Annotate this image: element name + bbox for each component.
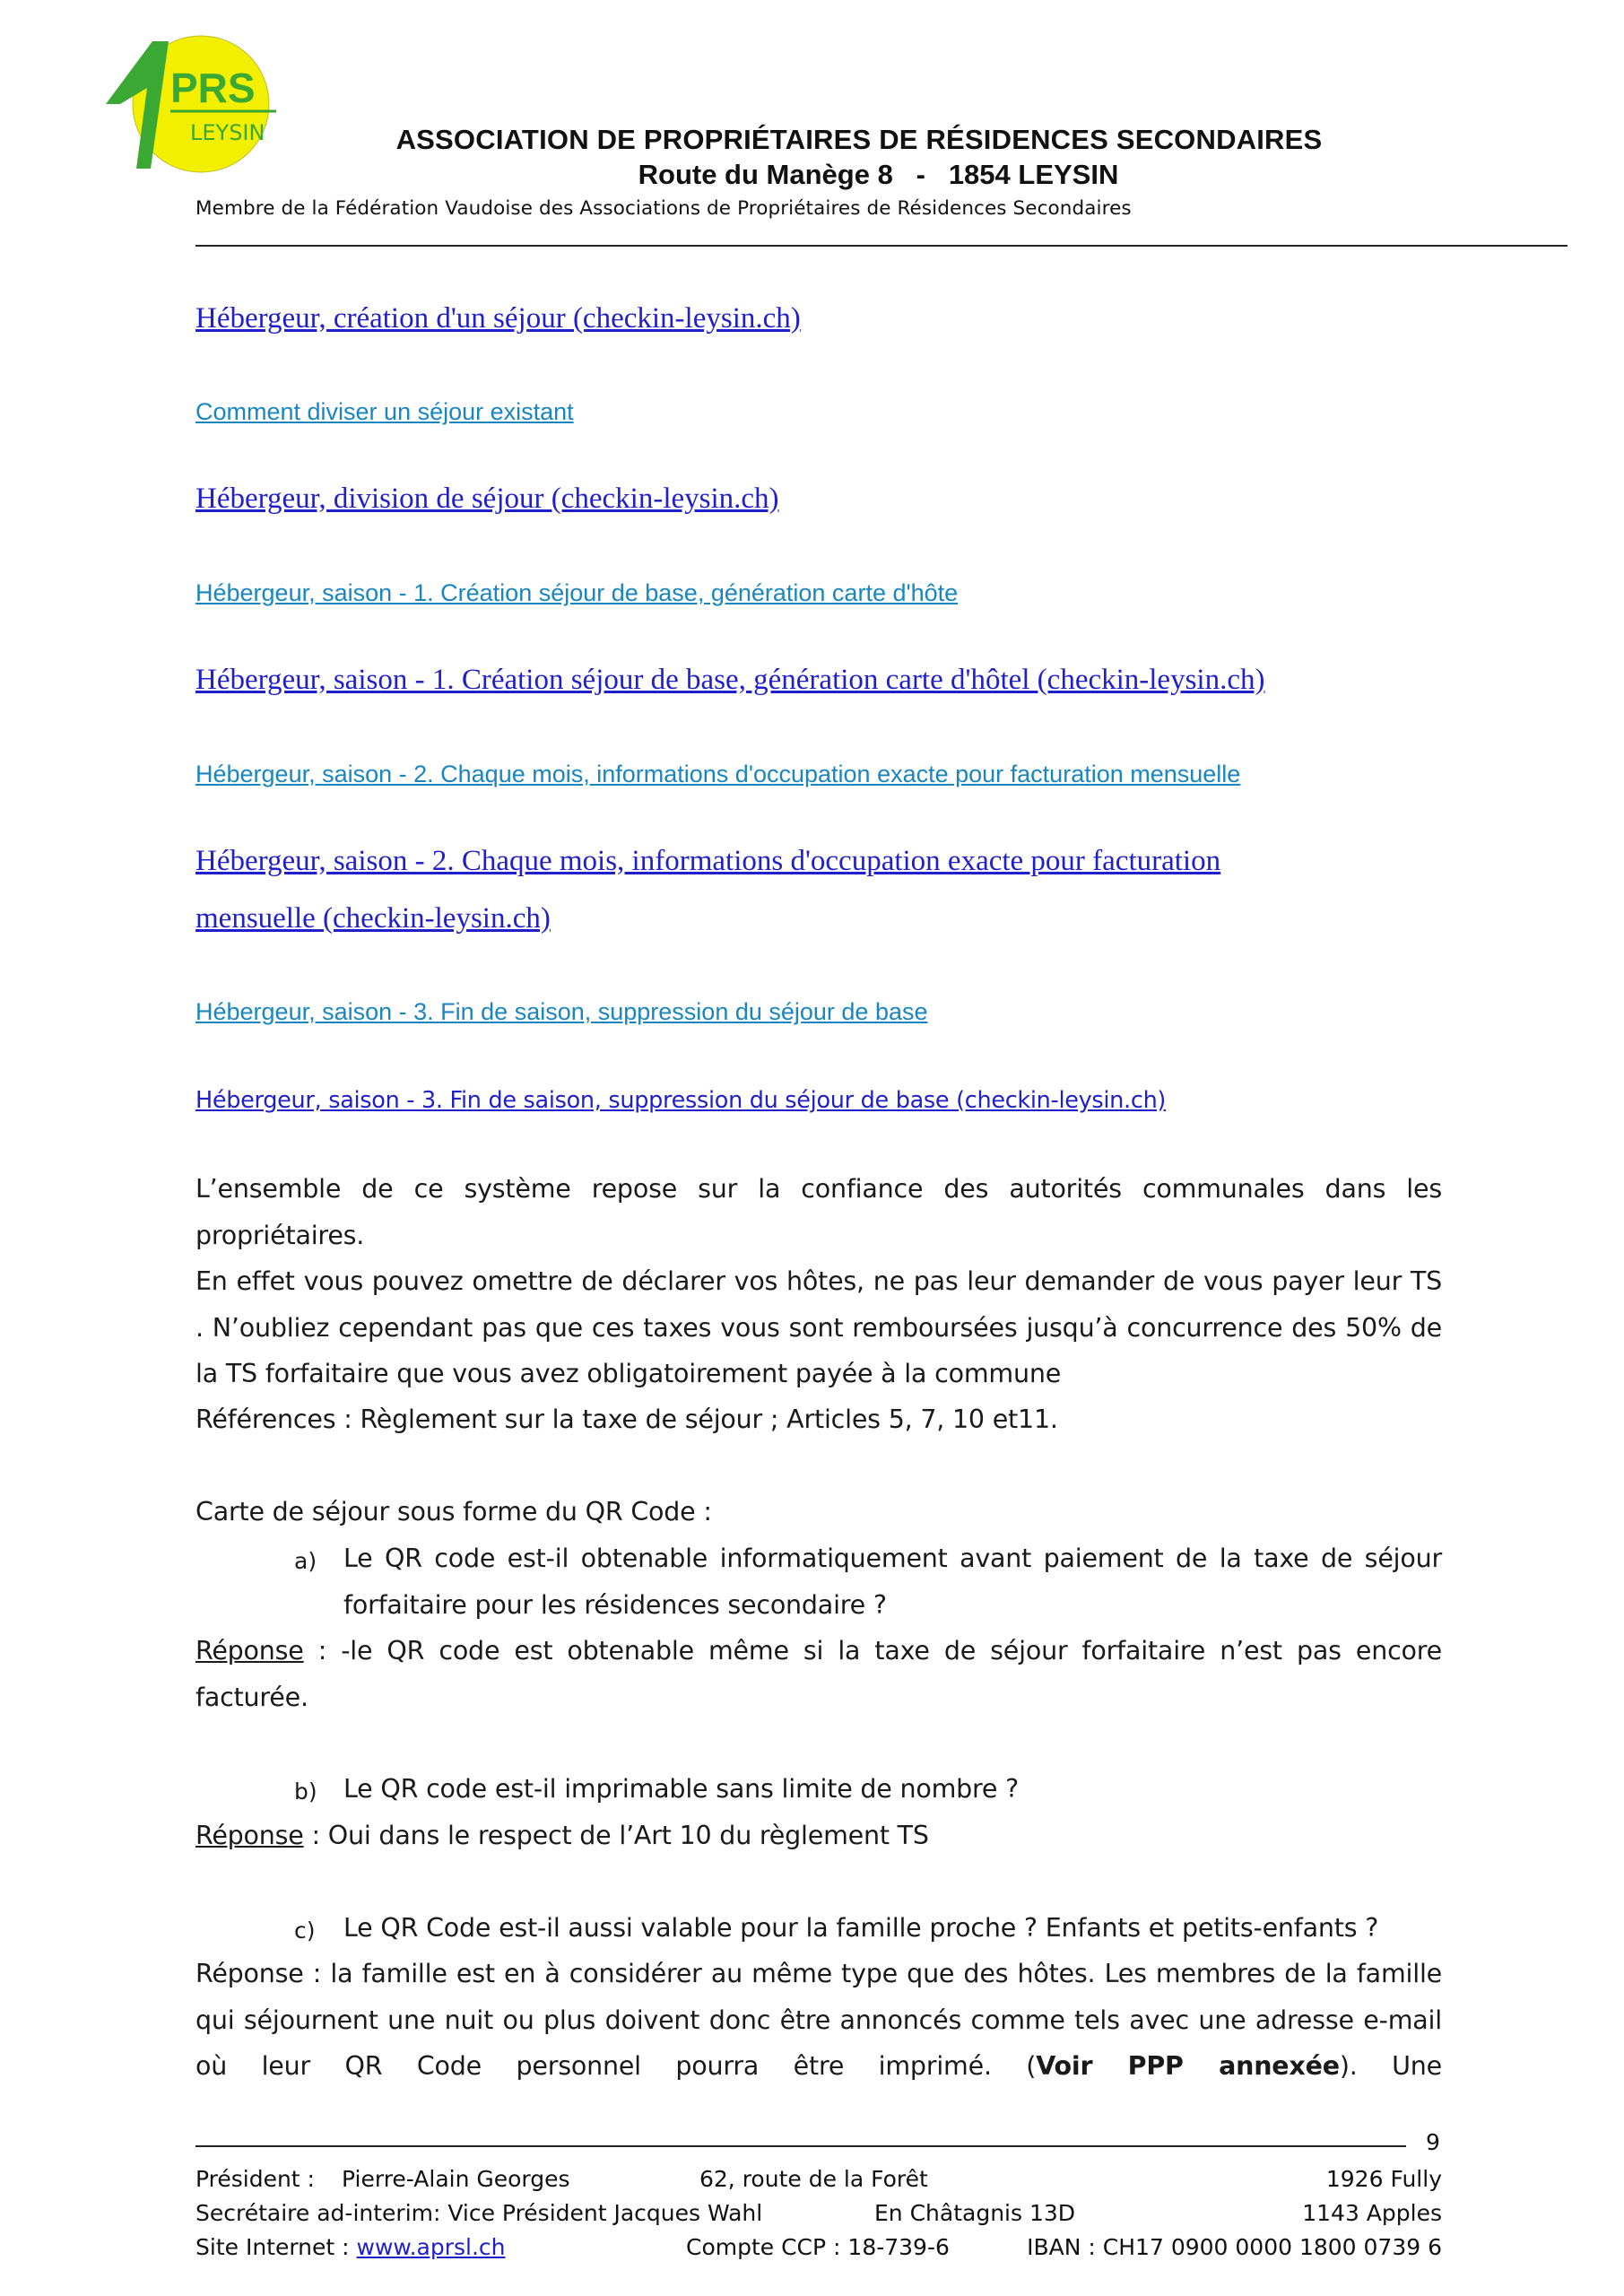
- org-address: Route du Manège 8 - 1854 LEYSIN: [638, 159, 1119, 190]
- paragraph-confiance: L’ensemble de ce système repose sur la confiance des autorités communales dans les propriétaires.: [195, 1174, 1442, 1250]
- qr-heading: Carte de séjour sous forme du QR Code :: [195, 1497, 712, 1526]
- footer-secretary-street: En Châtagnis 13D: [874, 2200, 1076, 2226]
- footer-site: [195, 2234, 506, 2260]
- link-creation-sejour[interactable]: Hébergeur, création d'un séjour (checkin-leysin.ch): [195, 302, 801, 335]
- item-b-question: Le QR code est-il imprimable sans limite de nombre ?: [343, 1774, 1020, 1804]
- answer-b: [195, 1813, 1442, 1859]
- footer-site-link[interactable]: www.aprsl.ch: [356, 2234, 506, 2260]
- org-membership-line: Membre de la Fédération Vaudoise des Associations de Propriétaires de Résidences Secondaires: [195, 197, 1132, 220]
- item-c-letter: c): [294, 1918, 316, 1944]
- footer-divider: [195, 2145, 1406, 2147]
- link-saison-3[interactable]: Hébergeur, saison - 3. Fin de saison, suppression du séjour de base: [195, 998, 928, 1025]
- org-title: ASSOCIATION DE PROPRIÉTAIRES DE RÉSIDENCES SECONDAIRES: [395, 124, 1323, 155]
- link-saison-1[interactable]: Hébergeur, saison - 1. Création séjour de base, génération carte d'hôte: [195, 579, 959, 606]
- footer-president-label: Président :: [195, 2166, 315, 2192]
- answer-c-end: ). Une: [1339, 2051, 1442, 2081]
- answer-c-bold: Voir PPP annexée: [1036, 2051, 1340, 2081]
- answer-c-text: Réponse : la famille est en à considérer au même type que des hôtes. Les membres de la famille qui séjournent une nuit ou plus doivent donc être annoncés comme tels avec une adresse e-mail où leur QR Code personnel pourra être imprimé. (: [195, 1959, 1442, 2081]
- item-a-question: Le QR code est-il obtenable informatiquement avant paiement de la taxe de séjour forfaitaire pour les résidences secondaire ?: [343, 1544, 1442, 1620]
- link-saison-2-checkin-line1[interactable]: Hébergeur, saison - 2. Chaque mois, informations d'occupation exacte pour facturation: [195, 845, 1221, 877]
- aprs-logo-graphic: [100, 34, 298, 178]
- link-saison-3-checkin[interactable]: Hébergeur, saison - 3. Fin de saison, suppression du séjour de base (checkin-leysin.ch): [195, 1087, 1167, 1114]
- footer-president-name: Pierre-Alain Georges: [342, 2166, 570, 2192]
- logo-prs-text: PRS: [170, 65, 256, 111]
- answer-c: [195, 1951, 1442, 2090]
- footer-president-city: 1926 Fully: [1325, 2166, 1442, 2192]
- item-b-letter: b): [294, 1779, 317, 1805]
- header-divider: [195, 245, 1568, 247]
- footer-ccp: Compte CCP : 18-739-6: [686, 2234, 950, 2260]
- answer-a-text: : -le QR code est obtenable même si la taxe de séjour forfaitaire n’est pas encore facturée.: [195, 1636, 1442, 1712]
- footer-iban: IBAN : CH17 0900 0000 1800 0739 6: [1027, 2234, 1442, 2260]
- paragraph-en-effet: En effet vous pouvez omettre de déclarer vos hôtes, ne pas leur demander de vous payer leur TS . N’oubliez cependant pas que ces taxes vous sont remboursées jusqu’à concurrence des 50% de la TS forfaitaire que vous avez obligatoirement payée à la commune: [195, 1266, 1442, 1388]
- paragraph-references: Références : Règlement sur la taxe de séjour ; Articles 5, 7, 10 et11.: [195, 1405, 1058, 1434]
- answer-a: [195, 1628, 1442, 1720]
- footer-president-street: 62, route de la Forêt: [699, 2166, 928, 2192]
- footer-secretary: Secrétaire ad-interim: Vice Président Jacques Wahl: [195, 2200, 763, 2226]
- footer-site-label: Site Internet :: [195, 2234, 357, 2260]
- answer-b-label: Réponse: [195, 1821, 304, 1850]
- item-a-letter: a): [294, 1548, 317, 1574]
- logo-leysin-text: LEYSIN: [190, 120, 265, 145]
- link-diviser-sejour[interactable]: Comment diviser un séjour existant: [195, 398, 574, 425]
- page-number: 9: [1426, 2129, 1440, 2155]
- aprs-logo: [100, 34, 298, 178]
- link-division-sejour[interactable]: Hébergeur, division de séjour (checkin-leysin.ch): [195, 483, 779, 515]
- link-saison-2-checkin-line2[interactable]: mensuelle (checkin-leysin.ch): [195, 902, 551, 935]
- answer-a-label: Réponse: [195, 1636, 304, 1665]
- link-saison-1-checkin[interactable]: Hébergeur, saison - 1. Création séjour de base, génération carte d'hôtel (checkin-leysin.ch): [195, 664, 1265, 696]
- link-saison-2[interactable]: Hébergeur, saison - 2. Chaque mois, informations d'occupation exacte pour facturation mensuelle: [195, 761, 1241, 787]
- item-c-question: Le QR Code est-il aussi valable pour la famille proche ? Enfants et petits-enfants ?: [343, 1913, 1379, 1943]
- answer-b-text: : Oui dans le respect de l’Art 10 du règlement TS: [303, 1821, 929, 1850]
- footer-secretary-city: 1143 Apples: [1302, 2200, 1442, 2226]
